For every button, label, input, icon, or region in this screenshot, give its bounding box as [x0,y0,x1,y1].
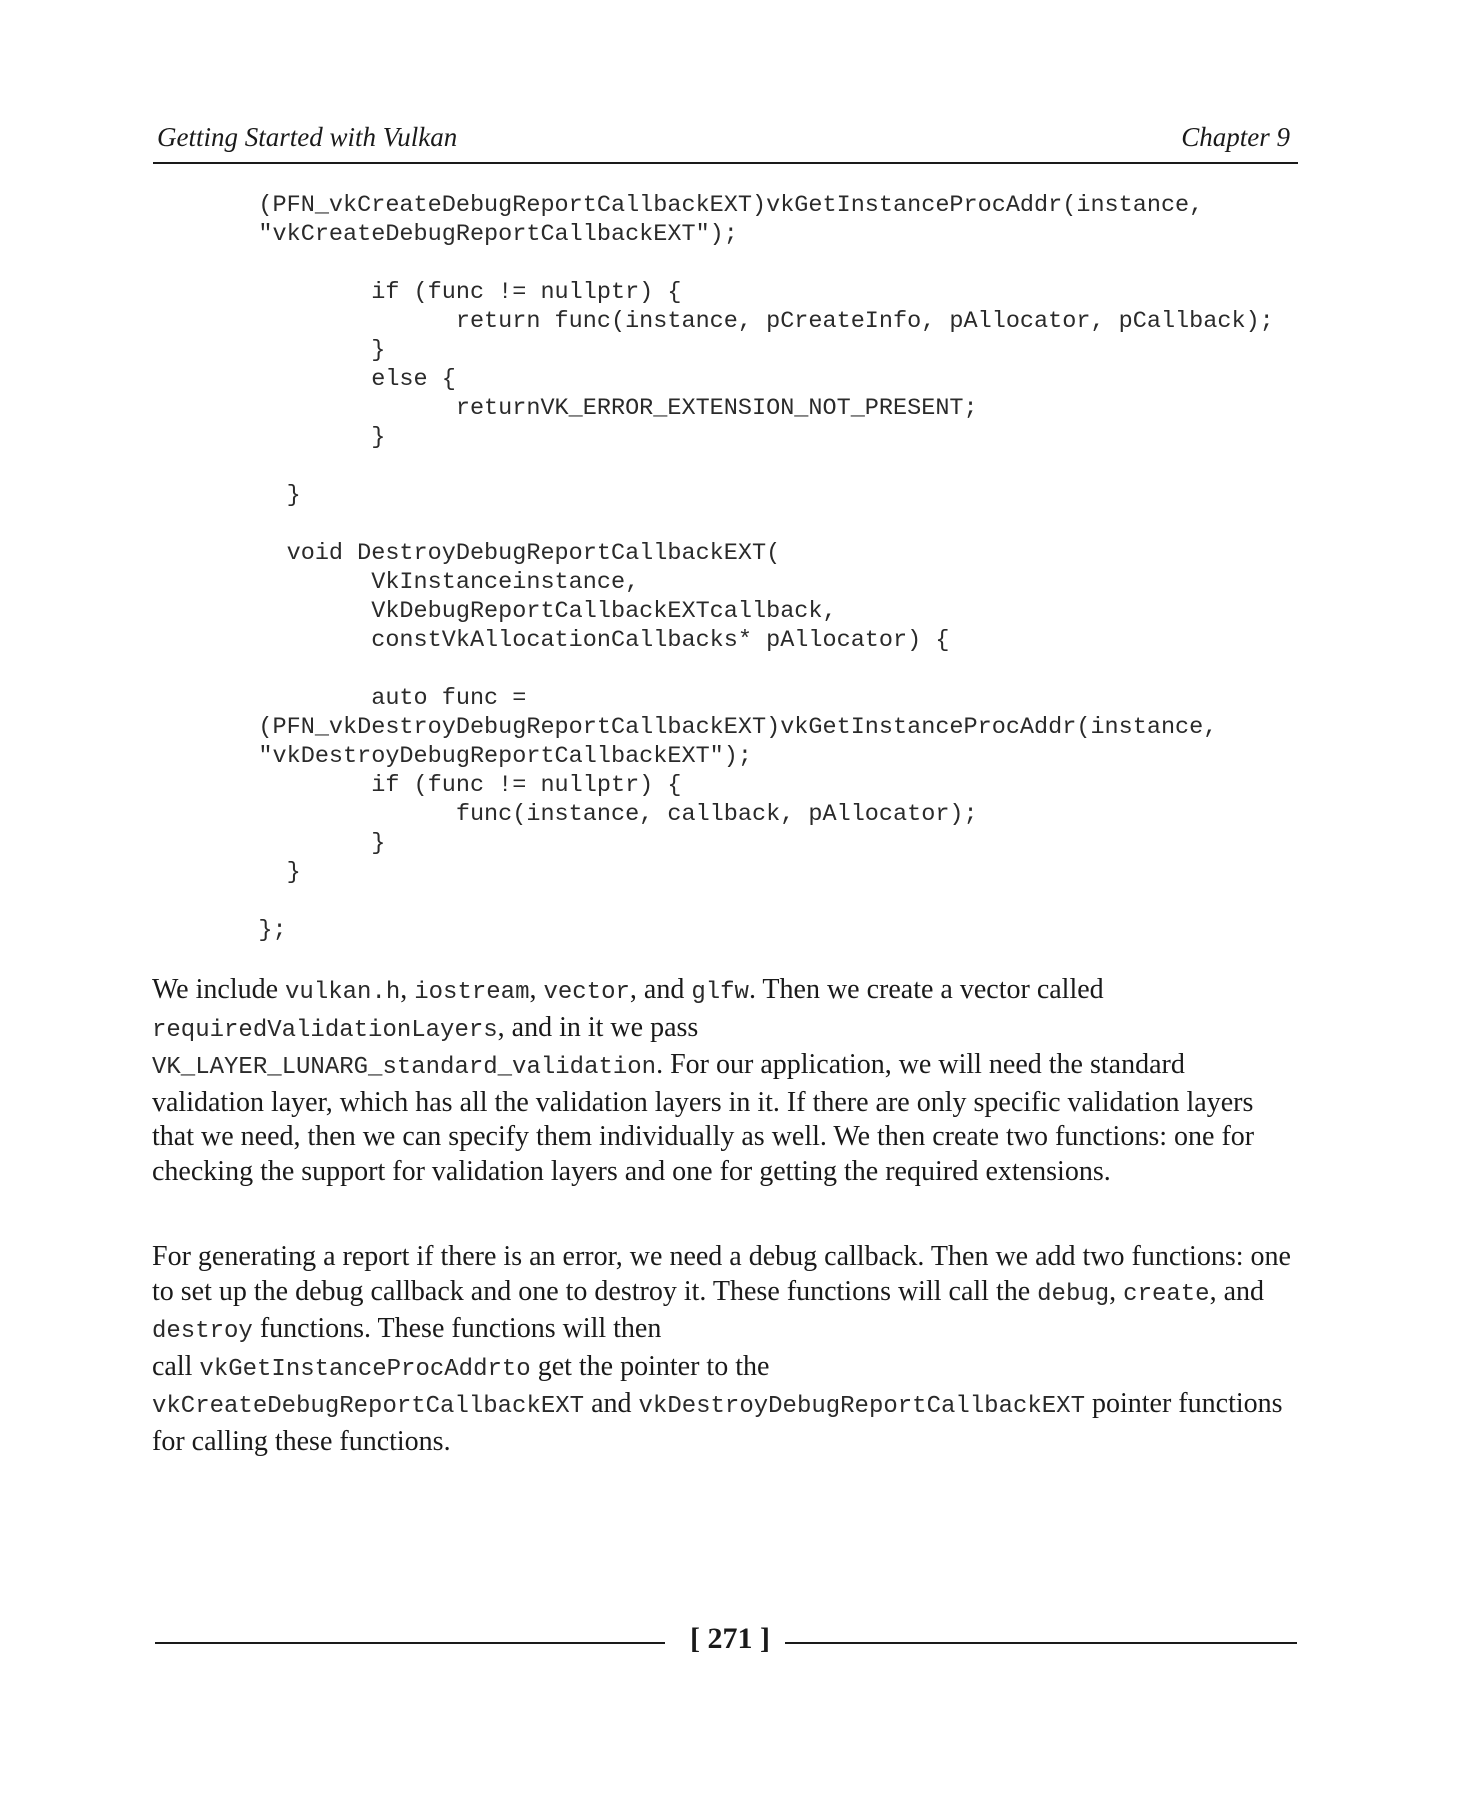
running-header [153,118,1298,164]
paragraph-2 [152,1240,1302,1459]
header-chapter: Chapter 9 [1181,122,1290,152]
page-number: [ 271 ] [690,1622,770,1655]
para1-text-7: . For our application, we will need the standard validation layer, which has all the validation layers in it. If there are only specific validation layers that we need, then we can specify them individually as well. We then create two functions: one for checking the support for validation layers and one for getting the required extensions. [152,1049,1255,1187]
para1-text-5: . Then we create a vector called [748,974,1104,1005]
para1-code-required-layers: requiredValidationLayers [152,1016,498,1044]
para2-text-4: functions. These functions will then [252,1313,662,1344]
para2-text-6: get the pointer to the [530,1350,770,1382]
para2-code-destroy: destroy [152,1318,253,1345]
para2-code-create-callback: vkCreateDebugReportCallbackEXT [152,1393,585,1420]
para2-text-7: and [584,1388,639,1419]
para1-code-glfw: glfw [691,979,749,1006]
para2-text-1: For generating a report if there is an error, we need a debug callback. Then we add two functions: one to set up the debug callback and one to destroy it. These functions will call the [152,1241,1291,1307]
footer-rule-right [785,1642,1297,1644]
para2-code-debug: debug [1037,1280,1110,1308]
para1-text-1: We include [152,974,286,1005]
para2-text-2: , [1109,1275,1124,1307]
para2-text-8: pointer functions for calling these functions. [152,1388,1283,1457]
para1-code-vulkan-h: vulkan.h [285,979,401,1006]
para1-text-4: , and [629,974,692,1005]
para1-text-6: , and in it we pass [497,1011,699,1043]
header-book-title: Getting Started with Vulkan [157,122,458,152]
para1-code-vector: vector [543,979,630,1006]
para1-text-3: , [529,974,544,1005]
footer-rule-left [155,1642,665,1644]
para2-code-destroy-callback: vkDestroyDebugReportCallbackEXT [638,1393,1085,1420]
para2-code-getprocaddr: vkGetInstanceProcAddrto [199,1355,531,1383]
para2-code-create: create [1123,1280,1210,1308]
code-listing: (PFN_vkCreateDebugReportCallbackEXT)vkGetInstanceProcAddr(instance, "vkCreateDebugReportCallbackEXT"); if (func != nullptr) { return func(instance, pCreateInfo, pAllocator, pCallback); } else { returnVK_ERROR_EXTENSION_NOT_PRESENT; } } void DestroyDebugReportCallbackEXT( VkInstanceinstance, VkDebugReportCallbackEXTcallback, constVkAllocationCallbacks* pAllocator) { auto func = (PFN_vkDestroyDebugReportCallbackEXT)vkGetInstanceProcAddr(instance, "vkDestroyDebugReportCallbackEXT"); if (func != nullptr) { func(instance, callback, pAllocator); } } }; [258,192,1274,944]
para1-code-standard-validation: VK_LAYER_LUNARG_standard_validation [152,1054,657,1081]
para1-code-iostream: iostream [414,979,530,1006]
para1-text-2: , [400,974,415,1005]
para2-text-3: , and [1209,1275,1265,1307]
para2-text-5: call [152,1350,200,1382]
paragraph-1 [152,973,1302,1189]
